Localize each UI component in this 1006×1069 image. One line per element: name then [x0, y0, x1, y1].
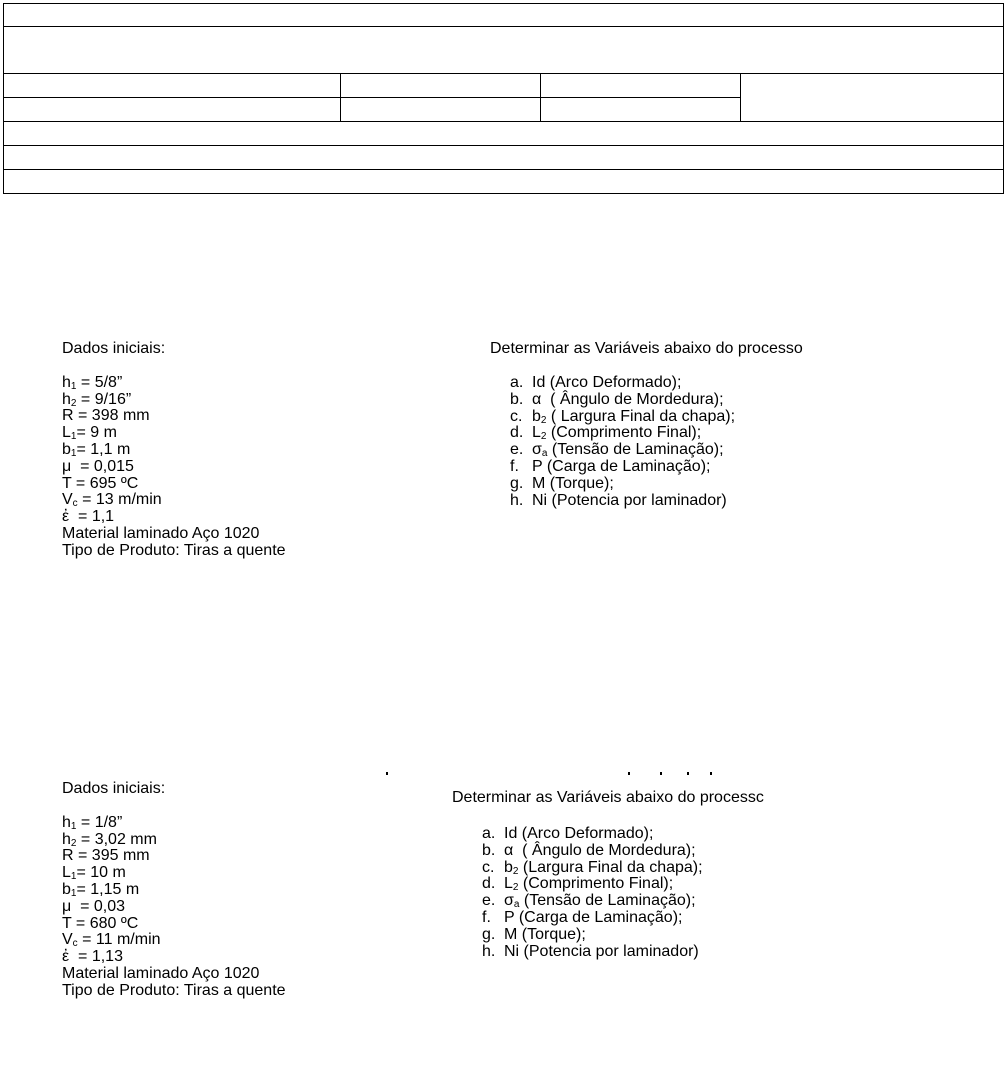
exercise1-given-list	[62, 375, 286, 560]
exercise1-determine-block	[490, 341, 803, 358]
list-letter: g.	[510, 474, 524, 492]
exercise1-given-item: ἐ = 1,1	[62, 508, 115, 526]
exercise2-given-title: Dados iniciais:	[62, 780, 166, 797]
list-letter: b.	[482, 841, 496, 859]
header-cell	[4, 98, 341, 122]
list-letter: f.	[482, 908, 491, 926]
header-cell	[541, 74, 741, 98]
exercise2-given-item: $V_c = 11$ m/min	[62, 931, 161, 950]
header-cell	[341, 98, 541, 122]
list-text: $L_2$ (Comprimento Final);	[504, 875, 674, 894]
list-text: Id (Arco Deformado);	[504, 825, 654, 842]
header-cell	[4, 27, 1004, 74]
list-text: Ni (Potencia por laminador)	[504, 942, 699, 960]
header-cell	[4, 122, 1004, 146]
header-cell	[4, 74, 341, 98]
exercise2-given-item: R = 395 mm	[62, 847, 150, 865]
list-text: α ( Ângulo de Mordedura);	[504, 841, 696, 859]
exercise1-given-title: Dados iniciais:	[62, 340, 166, 357]
exercise2-determine-block	[452, 790, 764, 807]
list-letter: d.	[510, 424, 524, 442]
crop-mark	[628, 772, 630, 775]
list-text: $L_2$ (Comprimento Final);	[532, 424, 702, 443]
header-cell	[4, 4, 1004, 27]
exercise2-given-block	[62, 781, 286, 1000]
header-form-table	[3, 3, 1004, 194]
exercise1-determine-title: Determinar as Variáveis abaixo do processo	[490, 340, 803, 357]
exercise1-given-item: T = 695 ºC	[62, 474, 139, 492]
list-letter: h.	[510, 491, 524, 509]
crop-mark	[660, 772, 662, 775]
header-cell	[741, 74, 1004, 122]
exercise1-given-item: Material laminado Aço 1020	[62, 524, 260, 542]
exercise2-given-item: $L_1= 10$ m	[62, 864, 126, 883]
header-cell	[4, 146, 1004, 170]
list-letter: c.	[482, 858, 495, 876]
exercise1-given-block	[62, 341, 286, 560]
header-cell	[341, 74, 541, 98]
list-text: Ni (Potencia por laminador)	[532, 491, 727, 509]
list-text: $b_2$ (Largura Final da chapa);	[504, 858, 703, 877]
exercise1-given-item: $h_2 = 9/16$”	[62, 390, 132, 409]
exercise2-determine-title: Determinar as Variáveis abaixo do processc	[452, 789, 764, 806]
exercise2-given-item: $h_2 = 3,02$ mm	[62, 830, 157, 849]
exercise1-given-item: $h_1 = 5/8$”	[62, 373, 123, 392]
list-text: Id (Arco Deformado);	[532, 374, 682, 391]
exercise2-given-item: Material laminado Aço 1020	[62, 964, 260, 982]
list-letter: g.	[482, 925, 496, 943]
exercise2-given-item: $b_1= 1,15$ m	[62, 880, 140, 899]
exercise2-given-item: Tipo de Produto: Tiras a quente	[62, 981, 286, 999]
list-text: $\sigma_a$ (Tensão de Laminação);	[532, 441, 724, 460]
list-text: $b_2$ ( Largura Final da chapa);	[532, 407, 736, 426]
exercise1-given-item: μ = 0,015	[62, 457, 134, 475]
exercise1-given-item: R = 398 mm	[62, 407, 150, 425]
exercise1-given-item: $L_1= 9$ m	[62, 424, 117, 443]
list-text: α ( Ângulo de Mordedura);	[532, 390, 724, 408]
exercise1-given-item: $b_1= 1,1$ m	[62, 440, 131, 459]
list-letter: d.	[482, 875, 496, 893]
page-break-marks	[380, 772, 740, 776]
list-text: P (Carga de Laminação);	[504, 908, 683, 926]
exercise1-given-item: $V_c = 13$ m/min	[62, 491, 162, 510]
exercise2-given-item: $h_1 = 1/8$”	[62, 813, 123, 832]
list-text: P (Carga de Laminação);	[532, 457, 711, 475]
exercise1-given-item: Tipo de Produto: Tiras a quente	[62, 541, 286, 559]
exercise2-given-item: T = 680 ºC	[62, 914, 139, 932]
list-letter: a.	[482, 825, 496, 842]
exercise2-given-item: μ = 0,03	[62, 897, 126, 915]
list-letter: b.	[510, 390, 524, 408]
list-letter: e.	[510, 441, 524, 459]
list-letter: f.	[510, 457, 519, 475]
exercise2-given-item: ἐ = 1,13	[62, 948, 123, 966]
list-letter: a.	[510, 374, 524, 391]
list-text: M (Torque);	[532, 474, 614, 492]
list-letter: h.	[482, 942, 496, 960]
crop-mark	[710, 772, 712, 775]
header-cell	[4, 170, 1004, 194]
crop-mark	[687, 772, 689, 775]
crop-mark	[386, 772, 388, 775]
list-letter: c.	[510, 407, 523, 425]
header-cell	[541, 98, 741, 122]
exercise2-given-list	[62, 815, 286, 1000]
list-letter: e.	[482, 892, 496, 910]
list-text: M (Torque);	[504, 925, 586, 943]
list-text: $\sigma_a$ (Tensão de Laminação);	[504, 892, 696, 911]
